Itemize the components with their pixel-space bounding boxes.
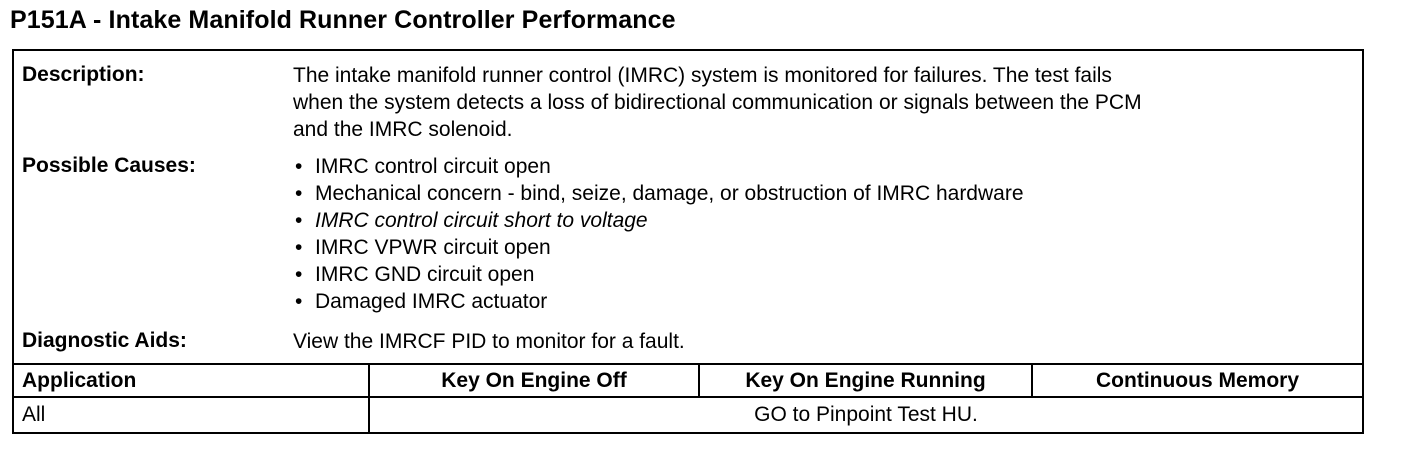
header-key-on-engine-running: Key On Engine Running: [745, 368, 986, 392]
row-application: All: [22, 403, 46, 426]
description-line: The intake manifold runner control (IMRC) system is monitored for failures. The test fails: [293, 64, 1112, 87]
description-label: Description:: [22, 63, 145, 86]
list-item: • IMRC VPWR circuit open: [293, 234, 1024, 261]
description-text: [293, 62, 1142, 143]
possible-causes-label: Possible Causes:: [22, 154, 196, 177]
diagnostic-aids-label: Diagnostic Aids:: [22, 329, 187, 352]
diagnostic-box: [12, 49, 1364, 434]
list-item: • IMRC control circuit short to voltage: [293, 207, 1024, 234]
header-key-on-engine-off: Key On Engine Off: [441, 368, 627, 392]
diagnostic-aids-text: View the IMRCF PID to monitor for a fault.: [293, 330, 685, 353]
list-item: • Mechanical concern - bind, seize, damage, or obstruction of IMRC hardware: [293, 180, 1024, 207]
header-application: Application: [22, 368, 137, 392]
description-line: and the IMRC solenoid.: [293, 118, 513, 141]
header-continuous-memory: Continuous Memory: [1096, 368, 1299, 392]
row-action: GO to Pinpoint Test HU.: [754, 403, 978, 426]
page-title: P151A - Intake Manifold Runner Controller Performance: [10, 6, 676, 34]
list-item: • IMRC control circuit open: [293, 153, 1024, 180]
possible-causes-list: [293, 153, 1024, 315]
description-line: when the system detects a loss of bidirectional communication or signals between the PCM: [293, 91, 1142, 114]
test-table: [14, 363, 1362, 432]
list-item: • Damaged IMRC actuator: [293, 288, 1024, 315]
list-item: • IMRC GND circuit open: [293, 261, 1024, 288]
